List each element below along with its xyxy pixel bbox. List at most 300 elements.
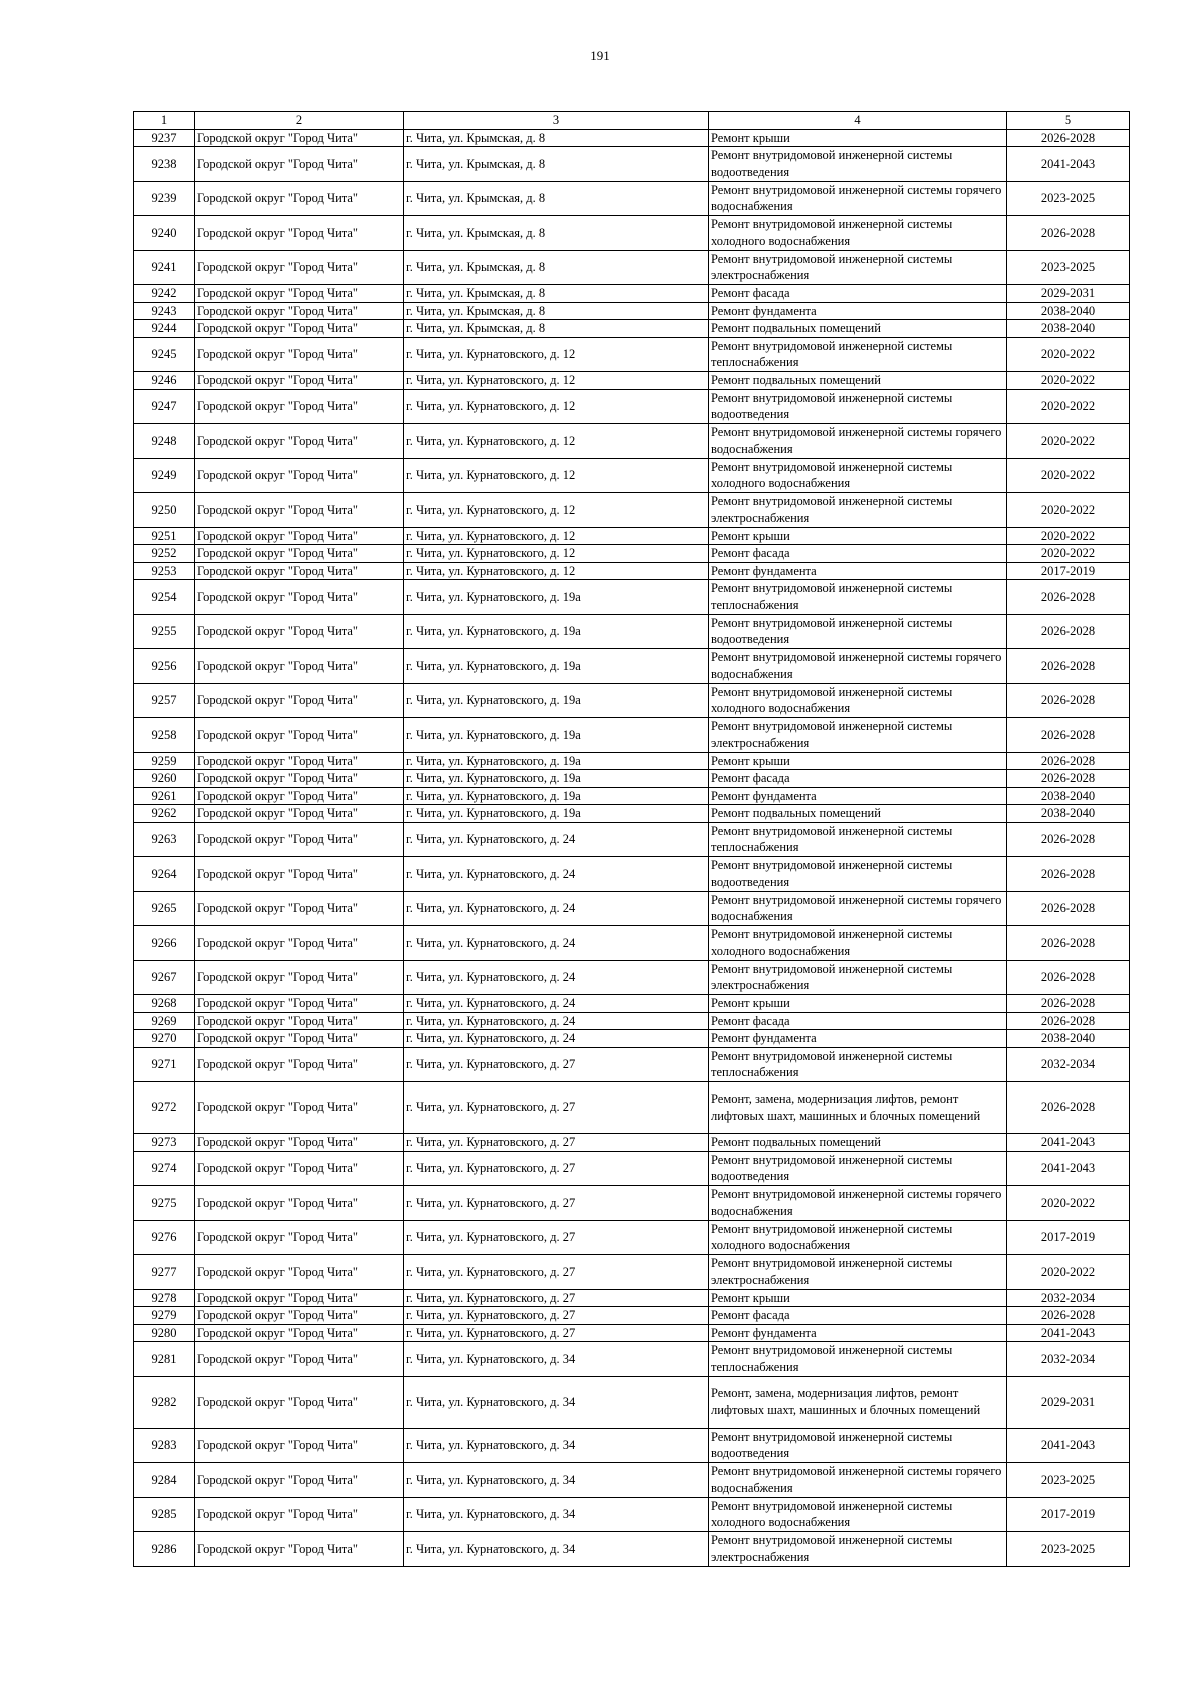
address-cell: г. Чита, ул. Курнатовского, д. 19а xyxy=(404,614,709,649)
table-row xyxy=(134,1463,1130,1498)
address-cell: г. Чита, ул. Курнатовского, д. 24 xyxy=(404,857,709,892)
period-cell: 2026-2028 xyxy=(1007,1307,1130,1325)
row-number-cell: 9240 xyxy=(134,216,195,251)
row-number-cell: 9286 xyxy=(134,1532,195,1567)
period-cell: 2023-2025 xyxy=(1007,1532,1130,1567)
row-number-cell: 9277 xyxy=(134,1255,195,1290)
period-cell: 2026-2028 xyxy=(1007,926,1130,961)
work-type-cell: Ремонт фундамента xyxy=(709,1030,1007,1048)
row-number-cell: 9241 xyxy=(134,250,195,285)
address-cell: г. Чита, ул. Курнатовского, д. 27 xyxy=(404,1289,709,1307)
table-row xyxy=(134,458,1130,493)
work-type-cell: Ремонт подвальных помещений xyxy=(709,320,1007,338)
period-cell: 2020-2022 xyxy=(1007,424,1130,459)
table-row xyxy=(134,718,1130,753)
column-header-5: 5 xyxy=(1007,112,1130,130)
address-cell: г. Чита, ул. Крымская, д. 8 xyxy=(404,181,709,216)
address-cell: г. Чита, ул. Курнатовского, д. 24 xyxy=(404,822,709,857)
period-cell: 2041-2043 xyxy=(1007,1134,1130,1152)
period-cell: 2041-2043 xyxy=(1007,1151,1130,1186)
district-cell: Городской округ "Город Чита" xyxy=(195,302,404,320)
district-cell: Городской округ "Город Чита" xyxy=(195,181,404,216)
work-type-cell: Ремонт фундамента xyxy=(709,562,1007,580)
row-number-cell: 9264 xyxy=(134,857,195,892)
period-cell: 2026-2028 xyxy=(1007,770,1130,788)
work-type-cell: Ремонт фундамента xyxy=(709,1324,1007,1342)
period-cell: 2026-2028 xyxy=(1007,129,1130,147)
row-number-cell: 9239 xyxy=(134,181,195,216)
address-cell: г. Чита, ул. Курнатовского, д. 34 xyxy=(404,1463,709,1498)
row-number-cell: 9267 xyxy=(134,960,195,995)
district-cell: Городской округ "Город Чита" xyxy=(195,787,404,805)
address-cell: г. Чита, ул. Курнатовского, д. 27 xyxy=(404,1255,709,1290)
district-cell: Городской округ "Город Чита" xyxy=(195,857,404,892)
period-cell: 2026-2028 xyxy=(1007,995,1130,1013)
period-cell: 2026-2028 xyxy=(1007,1082,1130,1134)
period-cell: 2023-2025 xyxy=(1007,250,1130,285)
address-cell: г. Чита, ул. Курнатовского, д. 27 xyxy=(404,1220,709,1255)
row-number-cell: 9253 xyxy=(134,562,195,580)
work-type-cell: Ремонт внутридомовой инженерной системы теплоснабжения xyxy=(709,337,1007,372)
district-cell: Городской округ "Город Чита" xyxy=(195,995,404,1013)
work-type-cell: Ремонт внутридомовой инженерной системы горячего водоснабжения xyxy=(709,1186,1007,1221)
work-type-cell: Ремонт фасада xyxy=(709,1012,1007,1030)
table-row xyxy=(134,614,1130,649)
period-cell: 2041-2043 xyxy=(1007,147,1130,182)
work-type-cell: Ремонт внутридомовой инженерной системы электроснабжения xyxy=(709,960,1007,995)
district-cell: Городской округ "Город Чита" xyxy=(195,250,404,285)
work-type-cell: Ремонт подвальных помещений xyxy=(709,1134,1007,1152)
district-cell: Городской округ "Город Чита" xyxy=(195,1082,404,1134)
district-cell: Городской округ "Город Чита" xyxy=(195,389,404,424)
district-cell: Городской округ "Город Чита" xyxy=(195,527,404,545)
table-row xyxy=(134,926,1130,961)
row-number-cell: 9282 xyxy=(134,1376,195,1428)
period-cell: 2026-2028 xyxy=(1007,683,1130,718)
district-cell: Городской округ "Город Чита" xyxy=(195,1307,404,1325)
table-row xyxy=(134,1307,1130,1325)
row-number-cell: 9251 xyxy=(134,527,195,545)
table-row xyxy=(134,770,1130,788)
period-cell: 2029-2031 xyxy=(1007,1376,1130,1428)
row-number-cell: 9249 xyxy=(134,458,195,493)
work-type-cell: Ремонт внутридомовой инженерной системы водоотведения xyxy=(709,1151,1007,1186)
address-cell: г. Чита, ул. Курнатовского, д. 12 xyxy=(404,424,709,459)
table-row xyxy=(134,250,1130,285)
period-cell: 2038-2040 xyxy=(1007,320,1130,338)
row-number-cell: 9272 xyxy=(134,1082,195,1134)
address-cell: г. Чита, ул. Курнатовского, д. 27 xyxy=(404,1186,709,1221)
district-cell: Городской округ "Город Чита" xyxy=(195,424,404,459)
district-cell: Городской округ "Город Чита" xyxy=(195,649,404,684)
work-type-cell: Ремонт внутридомовой инженерной системы холодного водоснабжения xyxy=(709,216,1007,251)
row-number-cell: 9262 xyxy=(134,805,195,823)
row-number-cell: 9280 xyxy=(134,1324,195,1342)
table-row xyxy=(134,320,1130,338)
period-cell: 2026-2028 xyxy=(1007,822,1130,857)
table-row xyxy=(134,1532,1130,1567)
table-row xyxy=(134,683,1130,718)
address-cell: г. Чита, ул. Курнатовского, д. 19а xyxy=(404,580,709,615)
row-number-cell: 9263 xyxy=(134,822,195,857)
table-row xyxy=(134,372,1130,390)
row-number-cell: 9285 xyxy=(134,1497,195,1532)
row-number-cell: 9270 xyxy=(134,1030,195,1048)
row-number-cell: 9250 xyxy=(134,493,195,528)
table-row xyxy=(134,129,1130,147)
district-cell: Городской округ "Город Чита" xyxy=(195,545,404,563)
address-cell: г. Чита, ул. Курнатовского, д. 27 xyxy=(404,1324,709,1342)
table-row xyxy=(134,1134,1130,1152)
period-cell: 2017-2019 xyxy=(1007,1220,1130,1255)
work-type-cell: Ремонт внутридомовой инженерной системы горячего водоснабжения xyxy=(709,891,1007,926)
row-number-cell: 9259 xyxy=(134,752,195,770)
district-cell: Городской округ "Город Чита" xyxy=(195,1030,404,1048)
table-row xyxy=(134,580,1130,615)
address-cell: г. Чита, ул. Крымская, д. 8 xyxy=(404,129,709,147)
row-number-cell: 9238 xyxy=(134,147,195,182)
work-type-cell: Ремонт внутридомовой инженерной системы электроснабжения xyxy=(709,1255,1007,1290)
work-type-cell: Ремонт внутридомовой инженерной системы теплоснабжения xyxy=(709,1047,1007,1082)
address-cell: г. Чита, ул. Курнатовского, д. 19а xyxy=(404,787,709,805)
district-cell: Городской округ "Город Чита" xyxy=(195,1324,404,1342)
table-row xyxy=(134,1376,1130,1428)
district-cell: Городской округ "Город Чита" xyxy=(195,147,404,182)
row-number-cell: 9275 xyxy=(134,1186,195,1221)
table-row xyxy=(134,1012,1130,1030)
address-cell: г. Чита, ул. Курнатовского, д. 27 xyxy=(404,1082,709,1134)
district-cell: Городской округ "Город Чита" xyxy=(195,129,404,147)
district-cell: Городской округ "Город Чита" xyxy=(195,1151,404,1186)
work-type-cell: Ремонт подвальных помещений xyxy=(709,372,1007,390)
period-cell: 2020-2022 xyxy=(1007,527,1130,545)
period-cell: 2038-2040 xyxy=(1007,1030,1130,1048)
row-number-cell: 9269 xyxy=(134,1012,195,1030)
address-cell: г. Чита, ул. Курнатовского, д. 27 xyxy=(404,1047,709,1082)
row-number-cell: 9246 xyxy=(134,372,195,390)
period-cell: 2038-2040 xyxy=(1007,787,1130,805)
work-type-cell: Ремонт внутридомовой инженерной системы электроснабжения xyxy=(709,250,1007,285)
table-row xyxy=(134,1255,1130,1290)
table-row xyxy=(134,493,1130,528)
district-cell: Городской округ "Город Чита" xyxy=(195,960,404,995)
address-cell: г. Чита, ул. Крымская, д. 8 xyxy=(404,250,709,285)
work-type-cell: Ремонт внутридомовой инженерной системы горячего водоснабжения xyxy=(709,424,1007,459)
table-row xyxy=(134,1151,1130,1186)
period-cell: 2038-2040 xyxy=(1007,805,1130,823)
row-number-cell: 9279 xyxy=(134,1307,195,1325)
district-cell: Городской округ "Город Чита" xyxy=(195,752,404,770)
address-cell: г. Чита, ул. Курнатовского, д. 24 xyxy=(404,995,709,1013)
address-cell: г. Чита, ул. Курнатовского, д. 12 xyxy=(404,337,709,372)
table-body xyxy=(134,112,1130,1567)
period-cell: 2023-2025 xyxy=(1007,181,1130,216)
address-cell: г. Чита, ул. Курнатовского, д. 34 xyxy=(404,1532,709,1567)
work-type-cell: Ремонт фасада xyxy=(709,545,1007,563)
work-type-cell: Ремонт, замена, модернизация лифтов, ремонт лифтовых шахт, машинных и блочных помещений xyxy=(709,1376,1007,1428)
work-type-cell: Ремонт внутридомовой инженерной системы водоотведения xyxy=(709,147,1007,182)
row-number-cell: 9274 xyxy=(134,1151,195,1186)
column-header-2: 2 xyxy=(195,112,404,130)
work-type-cell: Ремонт крыши xyxy=(709,752,1007,770)
district-cell: Городской округ "Город Чита" xyxy=(195,216,404,251)
work-type-cell: Ремонт крыши xyxy=(709,995,1007,1013)
district-cell: Городской округ "Город Чита" xyxy=(195,1012,404,1030)
district-cell: Городской округ "Город Чита" xyxy=(195,337,404,372)
table-row xyxy=(134,337,1130,372)
period-cell: 2026-2028 xyxy=(1007,857,1130,892)
period-cell: 2041-2043 xyxy=(1007,1324,1130,1342)
district-cell: Городской округ "Город Чита" xyxy=(195,1342,404,1377)
address-cell: г. Чита, ул. Курнатовского, д. 12 xyxy=(404,372,709,390)
period-cell: 2026-2028 xyxy=(1007,614,1130,649)
work-type-cell: Ремонт фундамента xyxy=(709,302,1007,320)
district-cell: Городской округ "Город Чита" xyxy=(195,580,404,615)
work-type-cell: Ремонт внутридомовой инженерной системы горячего водоснабжения xyxy=(709,649,1007,684)
work-type-cell: Ремонт фундамента xyxy=(709,787,1007,805)
district-cell: Городской округ "Город Чита" xyxy=(195,926,404,961)
address-cell: г. Чита, ул. Курнатовского, д. 19а xyxy=(404,718,709,753)
row-number-cell: 9257 xyxy=(134,683,195,718)
row-number-cell: 9284 xyxy=(134,1463,195,1498)
district-cell: Городской округ "Город Чита" xyxy=(195,458,404,493)
period-cell: 2020-2022 xyxy=(1007,545,1130,563)
period-cell: 2026-2028 xyxy=(1007,960,1130,995)
address-cell: г. Чита, ул. Курнатовского, д. 24 xyxy=(404,960,709,995)
table-row xyxy=(134,1324,1130,1342)
table-row xyxy=(134,787,1130,805)
period-cell: 2020-2022 xyxy=(1007,1255,1130,1290)
address-cell: г. Чита, ул. Крымская, д. 8 xyxy=(404,302,709,320)
district-cell: Городской округ "Город Чита" xyxy=(195,285,404,303)
work-type-cell: Ремонт внутридомовой инженерной системы горячего водоснабжения xyxy=(709,1463,1007,1498)
period-cell: 2020-2022 xyxy=(1007,389,1130,424)
address-cell: г. Чита, ул. Курнатовского, д. 34 xyxy=(404,1428,709,1463)
work-type-cell: Ремонт внутридомовой инженерной системы холодного водоснабжения xyxy=(709,1497,1007,1532)
page-number: 191 xyxy=(590,48,610,63)
period-cell: 2017-2019 xyxy=(1007,562,1130,580)
row-number-cell: 9252 xyxy=(134,545,195,563)
row-number-cell: 9237 xyxy=(134,129,195,147)
table-row xyxy=(134,285,1130,303)
table-row xyxy=(134,1220,1130,1255)
district-cell: Городской округ "Город Чита" xyxy=(195,372,404,390)
address-cell: г. Чита, ул. Курнатовского, д. 24 xyxy=(404,1012,709,1030)
table-row xyxy=(134,752,1130,770)
period-cell: 2020-2022 xyxy=(1007,458,1130,493)
row-number-cell: 9247 xyxy=(134,389,195,424)
table-row xyxy=(134,1289,1130,1307)
work-type-cell: Ремонт внутридомовой инженерной системы водоотведения xyxy=(709,1428,1007,1463)
address-cell: г. Чита, ул. Курнатовского, д. 34 xyxy=(404,1497,709,1532)
table-row xyxy=(134,389,1130,424)
row-number-cell: 9258 xyxy=(134,718,195,753)
address-cell: г. Чита, ул. Крымская, д. 8 xyxy=(404,216,709,251)
table-row xyxy=(134,1082,1130,1134)
work-type-cell: Ремонт внутридомовой инженерной системы холодного водоснабжения xyxy=(709,926,1007,961)
work-type-cell: Ремонт внутридомовой инженерной системы водоотведения xyxy=(709,614,1007,649)
row-number-cell: 9242 xyxy=(134,285,195,303)
table-row xyxy=(134,649,1130,684)
address-cell: г. Чита, ул. Курнатовского, д. 12 xyxy=(404,458,709,493)
work-type-cell: Ремонт внутридомовой инженерной системы холодного водоснабжения xyxy=(709,1220,1007,1255)
work-type-cell: Ремонт внутридомовой инженерной системы холодного водоснабжения xyxy=(709,683,1007,718)
row-number-cell: 9273 xyxy=(134,1134,195,1152)
address-cell: г. Чита, ул. Курнатовского, д. 24 xyxy=(404,1030,709,1048)
row-number-cell: 9248 xyxy=(134,424,195,459)
row-number-cell: 9261 xyxy=(134,787,195,805)
work-type-cell: Ремонт внутридомовой инженерной системы горячего водоснабжения xyxy=(709,181,1007,216)
row-number-cell: 9244 xyxy=(134,320,195,338)
work-type-cell: Ремонт внутридомовой инженерной системы электроснабжения xyxy=(709,493,1007,528)
table-row xyxy=(134,302,1130,320)
work-type-cell: Ремонт внутридомовой инженерной системы холодного водоснабжения xyxy=(709,458,1007,493)
address-cell: г. Чита, ул. Курнатовского, д. 12 xyxy=(404,493,709,528)
table-row xyxy=(134,891,1130,926)
address-cell: г. Чита, ул. Курнатовского, д. 34 xyxy=(404,1376,709,1428)
district-cell: Городской округ "Город Чита" xyxy=(195,320,404,338)
table-row xyxy=(134,1342,1130,1377)
district-cell: Городской округ "Город Чита" xyxy=(195,1428,404,1463)
district-cell: Городской округ "Город Чита" xyxy=(195,1463,404,1498)
column-header-1: 1 xyxy=(134,112,195,130)
district-cell: Городской округ "Город Чита" xyxy=(195,1047,404,1082)
period-cell: 2026-2028 xyxy=(1007,649,1130,684)
row-number-cell: 9278 xyxy=(134,1289,195,1307)
table-row xyxy=(134,1428,1130,1463)
row-number-cell: 9256 xyxy=(134,649,195,684)
table-row xyxy=(134,822,1130,857)
address-cell: г. Чита, ул. Курнатовского, д. 24 xyxy=(404,891,709,926)
address-cell: г. Чита, ул. Курнатовского, д. 24 xyxy=(404,926,709,961)
work-type-cell: Ремонт фасада xyxy=(709,770,1007,788)
work-type-cell: Ремонт внутридомовой инженерной системы водоотведения xyxy=(709,857,1007,892)
address-cell: г. Чита, ул. Курнатовского, д. 27 xyxy=(404,1134,709,1152)
district-cell: Городской округ "Город Чита" xyxy=(195,1134,404,1152)
address-cell: г. Чита, ул. Крымская, д. 8 xyxy=(404,147,709,182)
district-cell: Городской округ "Город Чита" xyxy=(195,1532,404,1567)
period-cell: 2032-2034 xyxy=(1007,1289,1130,1307)
row-number-cell: 9243 xyxy=(134,302,195,320)
period-cell: 2026-2028 xyxy=(1007,580,1130,615)
work-type-cell: Ремонт крыши xyxy=(709,1289,1007,1307)
district-cell: Городской округ "Город Чита" xyxy=(195,1289,404,1307)
work-type-cell: Ремонт внутридомовой инженерной системы теплоснабжения xyxy=(709,822,1007,857)
district-cell: Городской округ "Город Чита" xyxy=(195,493,404,528)
table-row xyxy=(134,995,1130,1013)
work-type-cell: Ремонт фасада xyxy=(709,1307,1007,1325)
row-number-cell: 9260 xyxy=(134,770,195,788)
row-number-cell: 9266 xyxy=(134,926,195,961)
row-number-cell: 9255 xyxy=(134,614,195,649)
column-header-3: 3 xyxy=(404,112,709,130)
table-row xyxy=(134,1030,1130,1048)
row-number-cell: 9283 xyxy=(134,1428,195,1463)
table-row xyxy=(134,424,1130,459)
work-type-cell: Ремонт крыши xyxy=(709,129,1007,147)
work-type-cell: Ремонт внутридомовой инженерной системы теплоснабжения xyxy=(709,580,1007,615)
work-type-cell: Ремонт, замена, модернизация лифтов, ремонт лифтовых шахт, машинных и блочных помещений xyxy=(709,1082,1007,1134)
period-cell: 2026-2028 xyxy=(1007,216,1130,251)
row-number-cell: 9276 xyxy=(134,1220,195,1255)
district-cell: Городской округ "Город Чита" xyxy=(195,891,404,926)
work-type-cell: Ремонт внутридомовой инженерной системы электроснабжения xyxy=(709,1532,1007,1567)
district-cell: Городской округ "Город Чита" xyxy=(195,562,404,580)
period-cell: 2032-2034 xyxy=(1007,1342,1130,1377)
row-number-cell: 9281 xyxy=(134,1342,195,1377)
period-cell: 2023-2025 xyxy=(1007,1463,1130,1498)
district-cell: Городской округ "Город Чита" xyxy=(195,614,404,649)
table-row xyxy=(134,147,1130,182)
table-header-row xyxy=(134,112,1130,130)
district-cell: Городской округ "Город Чита" xyxy=(195,1186,404,1221)
table-row xyxy=(134,960,1130,995)
period-cell: 2026-2028 xyxy=(1007,718,1130,753)
district-cell: Городской округ "Город Чита" xyxy=(195,1376,404,1428)
table-row xyxy=(134,1186,1130,1221)
work-type-cell: Ремонт подвальных помещений xyxy=(709,805,1007,823)
address-cell: г. Чита, ул. Курнатовского, д. 19а xyxy=(404,752,709,770)
address-cell: г. Чита, ул. Курнатовского, д. 12 xyxy=(404,562,709,580)
period-cell: 2038-2040 xyxy=(1007,302,1130,320)
column-header-4: 4 xyxy=(709,112,1007,130)
district-cell: Городской округ "Город Чита" xyxy=(195,683,404,718)
district-cell: Городской округ "Город Чита" xyxy=(195,770,404,788)
address-cell: г. Чита, ул. Курнатовского, д. 27 xyxy=(404,1151,709,1186)
address-cell: г. Чита, ул. Крымская, д. 8 xyxy=(404,285,709,303)
work-type-cell: Ремонт внутридомовой инженерной системы теплоснабжения xyxy=(709,1342,1007,1377)
table-row xyxy=(134,216,1130,251)
row-number-cell: 9271 xyxy=(134,1047,195,1082)
table-row xyxy=(134,181,1130,216)
table-row xyxy=(134,1047,1130,1082)
work-type-cell: Ремонт внутридомовой инженерной системы электроснабжения xyxy=(709,718,1007,753)
work-type-cell: Ремонт крыши xyxy=(709,527,1007,545)
table-row xyxy=(134,857,1130,892)
row-number-cell: 9268 xyxy=(134,995,195,1013)
row-number-cell: 9254 xyxy=(134,580,195,615)
period-cell: 2020-2022 xyxy=(1007,337,1130,372)
table-row xyxy=(134,545,1130,563)
address-cell: г. Чита, ул. Курнатовского, д. 12 xyxy=(404,389,709,424)
period-cell: 2029-2031 xyxy=(1007,285,1130,303)
district-cell: Городской округ "Город Чита" xyxy=(195,805,404,823)
period-cell: 2041-2043 xyxy=(1007,1428,1130,1463)
address-cell: г. Чита, ул. Курнатовского, д. 34 xyxy=(404,1342,709,1377)
period-cell: 2020-2022 xyxy=(1007,372,1130,390)
period-cell: 2026-2028 xyxy=(1007,891,1130,926)
period-cell: 2026-2028 xyxy=(1007,752,1130,770)
period-cell: 2032-2034 xyxy=(1007,1047,1130,1082)
address-cell: г. Чита, ул. Крымская, д. 8 xyxy=(404,320,709,338)
address-cell: г. Чита, ул. Курнатовского, д. 27 xyxy=(404,1307,709,1325)
period-cell: 2020-2022 xyxy=(1007,1186,1130,1221)
period-cell: 2020-2022 xyxy=(1007,493,1130,528)
district-cell: Городской округ "Город Чита" xyxy=(195,822,404,857)
repair-schedule-table xyxy=(133,111,1130,1567)
table-row xyxy=(134,527,1130,545)
address-cell: г. Чита, ул. Курнатовского, д. 12 xyxy=(404,527,709,545)
period-cell: 2026-2028 xyxy=(1007,1012,1130,1030)
district-cell: Городской округ "Город Чита" xyxy=(195,1255,404,1290)
address-cell: г. Чита, ул. Курнатовского, д. 12 xyxy=(404,545,709,563)
district-cell: Городской округ "Город Чита" xyxy=(195,1497,404,1532)
address-cell: г. Чита, ул. Курнатовского, д. 19а xyxy=(404,770,709,788)
table-row xyxy=(134,1497,1130,1532)
row-number-cell: 9245 xyxy=(134,337,195,372)
address-cell: г. Чита, ул. Курнатовского, д. 19а xyxy=(404,649,709,684)
period-cell: 2017-2019 xyxy=(1007,1497,1130,1532)
